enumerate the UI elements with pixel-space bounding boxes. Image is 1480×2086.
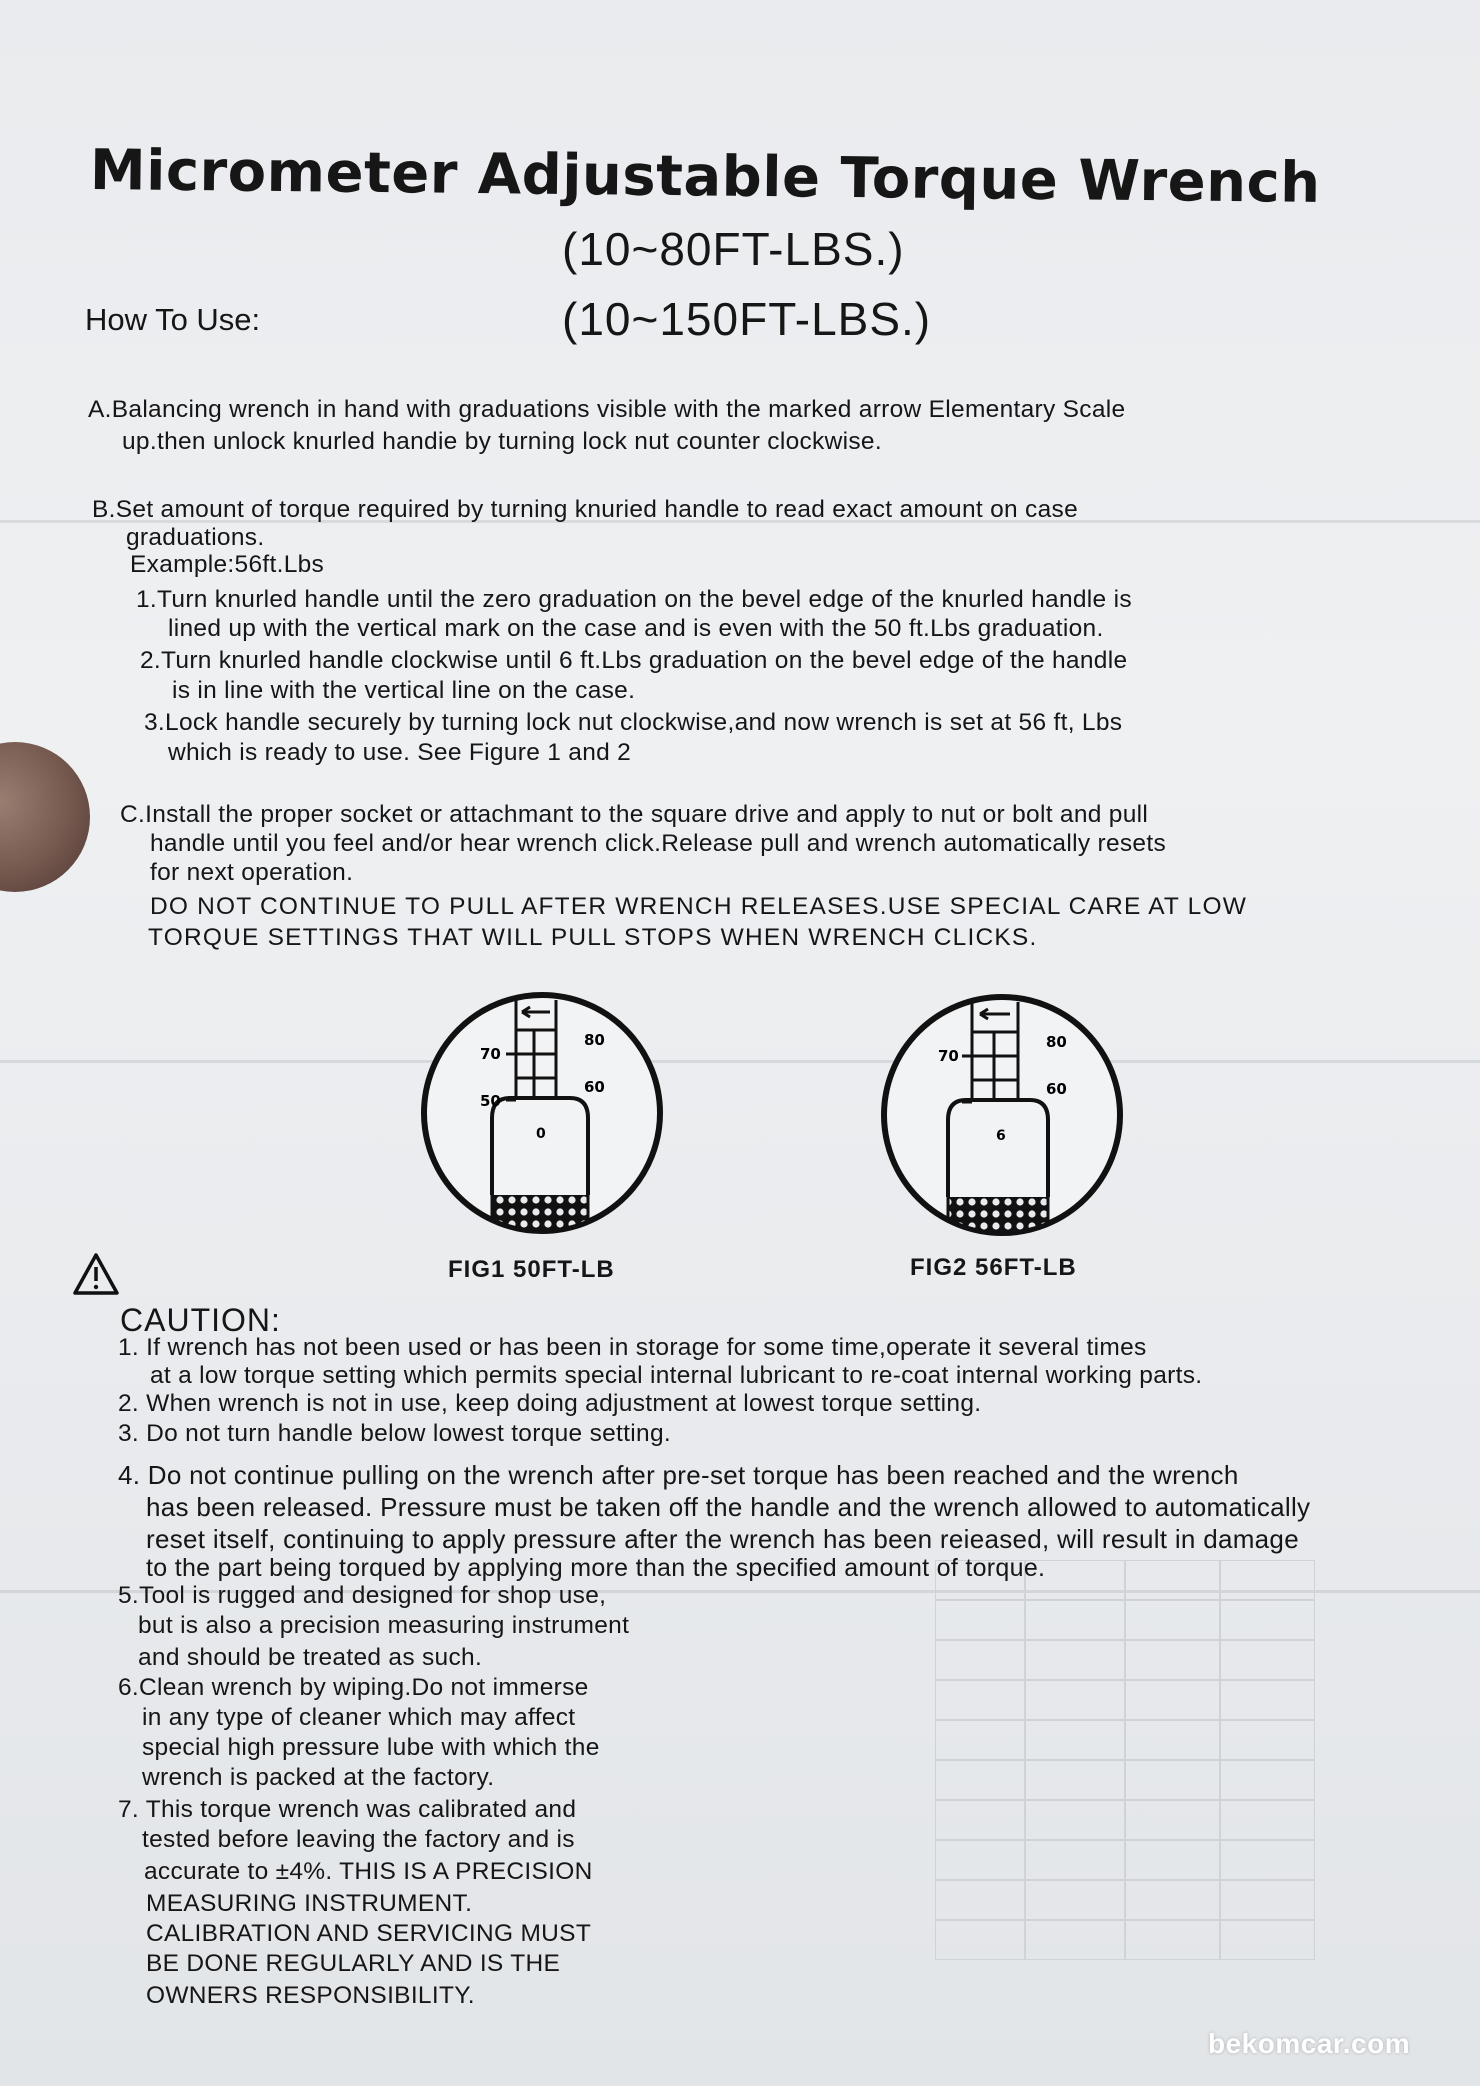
caution-item: 3. Do not turn handle below lowest torque setting. [118, 1420, 671, 1447]
watermark-text: bekomcar.com [1208, 2028, 1411, 2059]
paper-fold [0, 1060, 1480, 1063]
section-b-example: Example:56ft.Lbs [130, 551, 325, 578]
figure-2-label: FIG2 56FT-LB [910, 1254, 1077, 1281]
section-b-step: lined up with the vertical mark on the case and is even with the 50 ft.Lbs graduation. [168, 615, 1104, 642]
section-c-line: handle until you feel and/or hear wrench click.Release pull and wrench automatically resets [150, 830, 1167, 857]
caution-item: 4. Do not continue pulling on the wrench after pre-set torque has been reached and the wrench [118, 1460, 1239, 1490]
caution-item: has been released. Pressure must be taken off the handle and the wrench allowed to automatically [146, 1492, 1311, 1522]
caution-item: OWNERS RESPONSIBILITY. [146, 1982, 475, 2009]
bleed-through-table [935, 1560, 1315, 1960]
caution-item: 2. When wrench is not in use, keep doing adjustment at lowest torque setting. [118, 1390, 982, 1417]
torque-range-2: (10~150FT-LBS.) [562, 293, 932, 345]
section-b-step: is in line with the vertical line on the case. [172, 677, 636, 704]
caution-item: to the part being torqued by applying more than the specified amount of torque. [146, 1554, 1046, 1582]
section-a-line: up.then unlock knurled handie by turning lock nut counter clockwise. [122, 428, 882, 455]
torque-range-1: (10~80FT-LBS.) [562, 223, 905, 275]
caution-item: 5.Tool is rugged and designed for shop use, [118, 1582, 607, 1609]
section-b-line: B.Set amount of torque required by turning knuried handle to read exact amount on case [92, 496, 1078, 523]
section-b-step: 3.Lock handle securely by turning lock nut clockwise,and now wrench is set at 56 ft, Lbs [144, 709, 1123, 736]
figure-1-label: FIG1 50FT-LB [448, 1256, 615, 1283]
figure-2-mark: 80 [1046, 1033, 1067, 1051]
section-c-line: C.Install the proper socket or attachmant to the square drive and apply to nut or bolt and pull [120, 801, 1149, 828]
figure-1-mark: 0 [536, 1126, 546, 1142]
section-a-line: A.Balancing wrench in hand with graduations visible with the marked arrow Elementary Scale [88, 396, 1126, 423]
caution-item: MEASURING INSTRUMENT. [146, 1890, 473, 1917]
caution-heading: CAUTION: [120, 1302, 281, 1338]
caution-item: at a low torque setting which permits special internal lubricant to re-coat internal working parts. [150, 1362, 1203, 1389]
caution-item: special high pressure lube with which the [142, 1734, 600, 1761]
section-b-step: which is ready to use. See Figure 1 and 2 [168, 739, 632, 766]
page-title: Micrometer Adjustable Torque Wrench [89, 138, 1321, 216]
section-b-line: graduations. [126, 524, 265, 551]
figure-2-mark: 6 [996, 1128, 1006, 1144]
figure-1-mark: 60 [584, 1078, 605, 1096]
section-b-step: 2.Turn knurled handle clockwise until 6 ft.Lbs graduation on the bevel edge of the handle [140, 647, 1128, 674]
section-c-warning: DO NOT CONTINUE TO PULL AFTER WRENCH RELEASES.USE SPECIAL CARE AT LOW [150, 893, 1248, 920]
caution-item: reset itself, continuing to apply pressure after the wrench has been reieased, will result in damage [146, 1524, 1299, 1554]
caution-item: but is also a precision measuring instrument [138, 1612, 630, 1639]
figure-1-mark: 50 [480, 1092, 501, 1110]
figure-2-mark: 70 [938, 1047, 959, 1065]
section-c-warning: TORQUE SETTINGS THAT WILL PULL STOPS WHEN WRENCH CLICKS. [148, 924, 1038, 951]
figure-1-mark: 70 [480, 1045, 501, 1063]
caution-item: 1. If wrench has not been used or has been in storage for some time,operate it several times [118, 1334, 1147, 1361]
figure-2-mark: 60 [1046, 1080, 1067, 1098]
caution-item: wrench is packed at the factory. [142, 1764, 495, 1791]
caution-item: CALIBRATION AND SERVICING MUST [146, 1920, 592, 1947]
how-to-use-heading: How To Use: [85, 302, 261, 337]
caution-item: in any type of cleaner which may affect [142, 1704, 576, 1731]
caution-item: accurate to ±4%. THIS IS A PRECISION [144, 1858, 593, 1885]
caution-item: and should be treated as such. [138, 1644, 483, 1671]
warning-triangle-icon [72, 1252, 120, 1296]
caution-item: tested before leaving the factory and is [142, 1826, 575, 1853]
caution-item: BE DONE REGULARLY AND IS THE [146, 1950, 561, 1977]
figure-2-gauge [870, 992, 1135, 1242]
figure-1-gauge [410, 990, 675, 1240]
figure-1-mark: 80 [584, 1031, 605, 1049]
caution-item: 7. This torque wrench was calibrated and [118, 1796, 577, 1823]
caution-item: 6.Clean wrench by wiping.Do not immerse [118, 1674, 589, 1701]
section-b-step: 1.Turn knurled handle until the zero graduation on the bevel edge of the knurled handle is [136, 586, 1132, 613]
section-c-line: for next operation. [150, 859, 354, 886]
